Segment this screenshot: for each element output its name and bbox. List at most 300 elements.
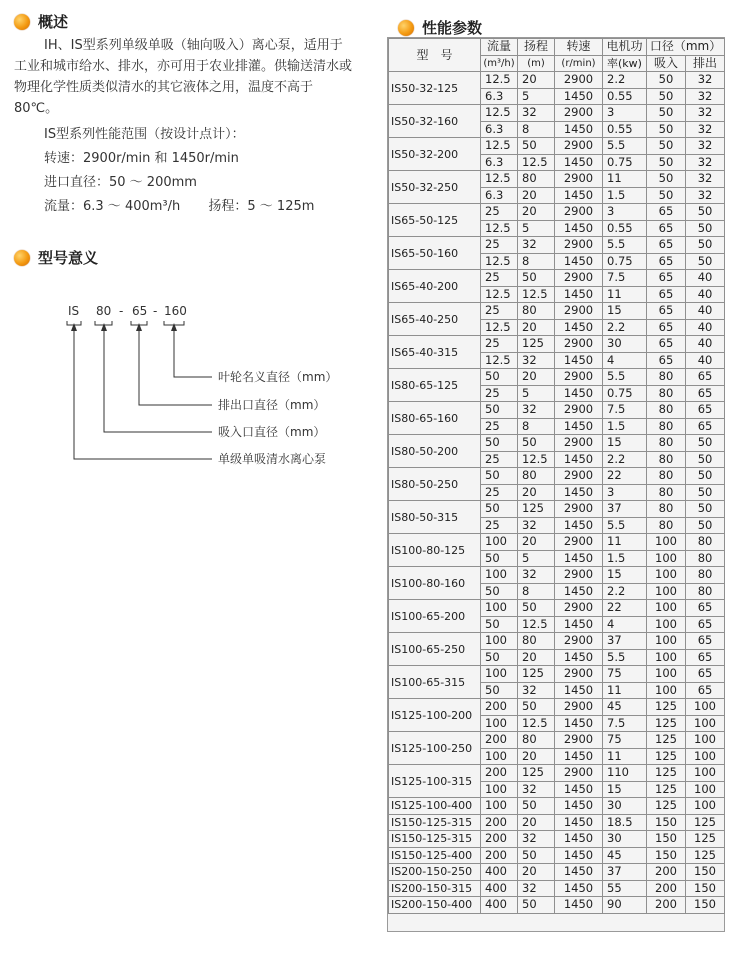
performance-table-body — [389, 72, 725, 914]
cell-head: 80 — [518, 732, 555, 749]
cell-power: 37 — [603, 864, 647, 881]
cell-speed: 1450 — [555, 121, 603, 138]
cell-suction: 80 — [647, 385, 686, 402]
cell-flow: 200 — [481, 831, 518, 848]
cell-power: 90 — [603, 897, 647, 914]
cell-suction: 65 — [647, 204, 686, 221]
cell-speed: 2900 — [555, 633, 603, 650]
table-row — [389, 171, 725, 188]
cell-flow: 400 — [481, 880, 518, 897]
col-header-head: 扬程 — [518, 39, 555, 56]
range-head: 扬程：5 ～ 125m — [208, 199, 315, 214]
cell-flow: 100 — [481, 600, 518, 617]
cell-head: 20 — [518, 319, 555, 336]
cell-discharge: 32 — [686, 138, 725, 155]
cell-power: 5.5 — [603, 237, 647, 254]
table-row — [389, 831, 725, 848]
cell-suction: 100 — [647, 600, 686, 617]
cell-suction: 125 — [647, 748, 686, 765]
cell-flow: 50 — [481, 550, 518, 567]
cell-model: IS150-125-315 — [389, 831, 481, 848]
cell-power: 3 — [603, 484, 647, 501]
arrow-suction — [101, 323, 107, 331]
cell-discharge: 65 — [686, 633, 725, 650]
cell-flow: 50 — [481, 369, 518, 386]
cell-flow: 200 — [481, 847, 518, 864]
arrow-impeller — [171, 323, 177, 331]
cell-discharge: 80 — [686, 567, 725, 584]
cell-head: 20 — [518, 534, 555, 551]
col-header-model: 型 号 — [389, 39, 481, 72]
table-row — [389, 847, 725, 864]
cell-speed: 2900 — [555, 435, 603, 452]
cell-speed: 2900 — [555, 270, 603, 287]
cell-discharge: 65 — [686, 649, 725, 666]
orange-bullet-icon — [14, 250, 30, 266]
cell-suction: 65 — [647, 319, 686, 336]
cell-suction: 150 — [647, 847, 686, 864]
code-part-suction: 80 — [96, 304, 112, 318]
col-header-suction: 吸入 — [647, 55, 686, 72]
cell-head: 32 — [518, 105, 555, 122]
cell-power: 22 — [603, 468, 647, 485]
table-row — [389, 534, 725, 551]
cell-speed: 1450 — [555, 220, 603, 237]
cell-flow: 200 — [481, 732, 518, 749]
cell-speed: 2900 — [555, 468, 603, 485]
cell-speed: 2900 — [555, 237, 603, 254]
table-row — [389, 765, 725, 782]
cell-power: 7.5 — [603, 715, 647, 732]
cell-suction: 100 — [647, 583, 686, 600]
cell-model: IS80-50-200 — [389, 435, 481, 468]
code-dash-1: - — [119, 304, 124, 318]
performance-heading — [398, 17, 482, 38]
table-row — [389, 600, 725, 617]
overview-paragraph: IH、IS型系列单级单吸（轴向吸入）离心泵，适用于工业和城市给水、排水，亦可用于农业排灌。供输送清水或物理化学性质类似清水的其它液体之用，温度不高于80℃。 — [14, 38, 353, 116]
cell-speed: 2900 — [555, 699, 603, 716]
cell-head: 32 — [518, 880, 555, 897]
cell-suction: 125 — [647, 715, 686, 732]
cell-discharge: 100 — [686, 765, 725, 782]
cell-suction: 100 — [647, 649, 686, 666]
cell-suction: 65 — [647, 270, 686, 287]
cell-flow: 50 — [481, 402, 518, 419]
cell-discharge: 150 — [686, 864, 725, 881]
cell-discharge: 32 — [686, 154, 725, 171]
cell-head: 20 — [518, 814, 555, 831]
table-row — [389, 501, 725, 518]
cell-discharge: 40 — [686, 270, 725, 287]
cell-suction: 50 — [647, 154, 686, 171]
cell-suction: 150 — [647, 814, 686, 831]
cell-power: 15 — [603, 781, 647, 798]
cell-suction: 80 — [647, 468, 686, 485]
leader-discharge — [139, 325, 212, 405]
cell-speed: 2900 — [555, 72, 603, 89]
code-part-discharge: 65 — [132, 304, 148, 318]
cell-discharge: 65 — [686, 616, 725, 633]
cell-head: 20 — [518, 204, 555, 221]
cell-speed: 1450 — [555, 451, 603, 468]
cell-flow: 200 — [481, 699, 518, 716]
label-impeller-diameter: 叶轮名义直径（mm） — [218, 370, 338, 384]
col-header-caliber: 口径（mm） — [647, 39, 725, 56]
cell-discharge: 65 — [686, 385, 725, 402]
cell-power: 5.5 — [603, 517, 647, 534]
leader-suction — [104, 325, 212, 432]
table-row — [389, 72, 725, 89]
cell-suction: 80 — [647, 435, 686, 452]
table-row — [389, 270, 725, 287]
cell-discharge: 32 — [686, 72, 725, 89]
cell-suction: 125 — [647, 798, 686, 815]
cell-flow: 12.5 — [481, 138, 518, 155]
cell-suction: 100 — [647, 616, 686, 633]
cell-discharge: 100 — [686, 781, 725, 798]
cell-discharge: 150 — [686, 880, 725, 897]
label-pump-type: 单级单吸清水离心泵 — [218, 452, 327, 466]
cell-suction: 80 — [647, 402, 686, 419]
cell-power: 15 — [603, 303, 647, 320]
cell-power: 2.2 — [603, 451, 647, 468]
cell-speed: 1450 — [555, 847, 603, 864]
orange-bullet-icon — [14, 14, 30, 30]
cell-head: 20 — [518, 484, 555, 501]
label-suction-diameter: 吸入口直径（mm） — [218, 425, 326, 439]
cell-power: 0.75 — [603, 385, 647, 402]
cell-speed: 2900 — [555, 534, 603, 551]
overview-title: 概述 — [38, 13, 69, 31]
cell-flow: 100 — [481, 666, 518, 683]
cell-model: IS100-80-125 — [389, 534, 481, 567]
performance-title: 性能参数 — [422, 19, 483, 37]
cell-head: 20 — [518, 72, 555, 89]
cell-head: 125 — [518, 666, 555, 683]
cell-discharge: 100 — [686, 699, 725, 716]
cell-power: 7.5 — [603, 270, 647, 287]
cell-head: 50 — [518, 699, 555, 716]
cell-suction: 150 — [647, 831, 686, 848]
table-row — [389, 435, 725, 452]
cell-discharge: 50 — [686, 468, 725, 485]
cell-head: 80 — [518, 468, 555, 485]
code-dash-2: - — [153, 304, 158, 318]
cell-head: 12.5 — [518, 715, 555, 732]
cell-flow: 25 — [481, 418, 518, 435]
cell-head: 12.5 — [518, 154, 555, 171]
cell-discharge: 65 — [686, 666, 725, 683]
cell-model: IS150-125-315 — [389, 814, 481, 831]
table-row — [389, 699, 725, 716]
cell-discharge: 125 — [686, 814, 725, 831]
cell-speed: 1450 — [555, 682, 603, 699]
model-meaning-title: 型号意义 — [38, 249, 99, 267]
overview-heading — [14, 11, 68, 32]
cell-suction: 80 — [647, 517, 686, 534]
cell-power: 2.2 — [603, 319, 647, 336]
cell-discharge: 150 — [686, 897, 725, 914]
cell-suction: 125 — [647, 732, 686, 749]
cell-suction: 50 — [647, 105, 686, 122]
cell-suction: 50 — [647, 72, 686, 89]
cell-suction: 125 — [647, 699, 686, 716]
cell-discharge: 65 — [686, 402, 725, 419]
cell-power: 18.5 — [603, 814, 647, 831]
cell-suction: 200 — [647, 897, 686, 914]
cell-discharge: 80 — [686, 583, 725, 600]
table-row — [389, 204, 725, 221]
cell-flow: 12.5 — [481, 171, 518, 188]
cell-flow: 25 — [481, 204, 518, 221]
table-row — [389, 880, 725, 897]
cell-flow: 12.5 — [481, 253, 518, 270]
cell-suction: 80 — [647, 484, 686, 501]
cell-head: 32 — [518, 517, 555, 534]
cell-power: 110 — [603, 765, 647, 782]
cell-discharge: 125 — [686, 831, 725, 848]
cell-head: 125 — [518, 501, 555, 518]
cell-discharge: 50 — [686, 484, 725, 501]
col-unit-speed: (r/min) — [555, 55, 603, 72]
cell-suction: 65 — [647, 237, 686, 254]
table-row — [389, 105, 725, 122]
cell-discharge: 50 — [686, 253, 725, 270]
cell-model: IS125-100-200 — [389, 699, 481, 732]
cell-head: 32 — [518, 567, 555, 584]
cell-power: 11 — [603, 682, 647, 699]
cell-flow: 50 — [481, 649, 518, 666]
cell-model: IS80-65-160 — [389, 402, 481, 435]
cell-power: 11 — [603, 171, 647, 188]
cell-discharge: 50 — [686, 435, 725, 452]
cell-model: IS80-65-125 — [389, 369, 481, 402]
cell-suction: 100 — [647, 666, 686, 683]
cell-suction: 200 — [647, 864, 686, 881]
cell-head: 20 — [518, 864, 555, 881]
table-row — [389, 402, 725, 419]
cell-speed: 2900 — [555, 138, 603, 155]
label-discharge-diameter: 排出口直径（mm） — [218, 398, 326, 412]
cell-flow: 100 — [481, 748, 518, 765]
cell-power: 45 — [603, 847, 647, 864]
cell-head: 80 — [518, 171, 555, 188]
cell-discharge: 80 — [686, 550, 725, 567]
cell-speed: 1450 — [555, 418, 603, 435]
cell-power: 0.55 — [603, 220, 647, 237]
col-header-discharge: 排出 — [686, 55, 725, 72]
cell-discharge: 100 — [686, 798, 725, 815]
cell-speed: 2900 — [555, 732, 603, 749]
cell-speed: 1450 — [555, 814, 603, 831]
cell-head: 50 — [518, 798, 555, 815]
cell-suction: 80 — [647, 451, 686, 468]
cell-discharge: 65 — [686, 600, 725, 617]
cell-speed: 2900 — [555, 171, 603, 188]
cell-discharge: 32 — [686, 171, 725, 188]
cell-model: IS80-50-250 — [389, 468, 481, 501]
cell-flow: 50 — [481, 616, 518, 633]
cell-flow: 100 — [481, 798, 518, 815]
cell-suction: 50 — [647, 88, 686, 105]
cell-flow: 200 — [481, 814, 518, 831]
cell-power: 75 — [603, 666, 647, 683]
table-row — [389, 732, 725, 749]
cell-suction: 100 — [647, 682, 686, 699]
cell-model: IS50-32-160 — [389, 105, 481, 138]
range-title: IS型系列性能范围（按设计点计）： — [44, 127, 245, 142]
header-row-1 — [389, 39, 725, 56]
cell-discharge: 40 — [686, 286, 725, 303]
cell-power: 0.75 — [603, 154, 647, 171]
cell-model: IS125-100-400 — [389, 798, 481, 815]
cell-speed: 1450 — [555, 897, 603, 914]
cell-head: 32 — [518, 831, 555, 848]
cell-suction: 80 — [647, 369, 686, 386]
cell-flow: 12.5 — [481, 286, 518, 303]
cell-speed: 2900 — [555, 567, 603, 584]
cell-speed: 2900 — [555, 204, 603, 221]
cell-speed: 1450 — [555, 880, 603, 897]
table-row — [389, 567, 725, 584]
cell-suction: 80 — [647, 418, 686, 435]
cell-power: 11 — [603, 748, 647, 765]
cell-flow: 400 — [481, 897, 518, 914]
cell-head: 8 — [518, 583, 555, 600]
cell-model: IS200-150-315 — [389, 880, 481, 897]
cell-head: 12.5 — [518, 616, 555, 633]
cell-flow: 25 — [481, 303, 518, 320]
cell-speed: 1450 — [555, 319, 603, 336]
cell-power: 5.5 — [603, 138, 647, 155]
cell-flow: 25 — [481, 336, 518, 353]
cell-head: 32 — [518, 352, 555, 369]
cell-power: 7.5 — [603, 402, 647, 419]
cell-speed: 1450 — [555, 550, 603, 567]
table-row — [389, 633, 725, 650]
cell-model: IS200-150-250 — [389, 864, 481, 881]
performance-table — [388, 38, 725, 914]
cell-power: 1.5 — [603, 550, 647, 567]
table-row — [389, 814, 725, 831]
cell-flow: 25 — [481, 270, 518, 287]
cell-model: IS65-40-250 — [389, 303, 481, 336]
cell-head: 80 — [518, 303, 555, 320]
cell-power: 30 — [603, 798, 647, 815]
code-part-is: IS — [68, 304, 80, 318]
cell-power: 0.55 — [603, 121, 647, 138]
cell-head: 50 — [518, 270, 555, 287]
cell-suction: 50 — [647, 121, 686, 138]
cell-model: IS50-32-250 — [389, 171, 481, 204]
table-row — [389, 237, 725, 254]
cell-discharge: 32 — [686, 88, 725, 105]
cell-head: 20 — [518, 187, 555, 204]
cell-discharge: 40 — [686, 319, 725, 336]
orange-bullet-icon — [398, 20, 414, 36]
leader-is — [74, 325, 212, 459]
cell-model: IS125-100-315 — [389, 765, 481, 798]
cell-flow: 6.3 — [481, 121, 518, 138]
cell-head: 50 — [518, 897, 555, 914]
cell-head: 125 — [518, 336, 555, 353]
cell-suction: 100 — [647, 534, 686, 551]
cell-model: IS50-32-125 — [389, 72, 481, 105]
cell-flow: 25 — [481, 385, 518, 402]
cell-discharge: 50 — [686, 517, 725, 534]
cell-power: 3 — [603, 105, 647, 122]
cell-suction: 50 — [647, 171, 686, 188]
arrow-is — [71, 323, 77, 331]
cell-discharge: 100 — [686, 732, 725, 749]
range-flow-head — [14, 196, 354, 217]
cell-model: IS50-32-200 — [389, 138, 481, 171]
leader-impeller — [174, 325, 212, 377]
cell-discharge: 50 — [686, 204, 725, 221]
cell-flow: 12.5 — [481, 72, 518, 89]
cell-head: 5 — [518, 88, 555, 105]
cell-flow: 200 — [481, 765, 518, 782]
cell-head: 32 — [518, 781, 555, 798]
cell-model: IS65-50-160 — [389, 237, 481, 270]
table-row — [389, 336, 725, 353]
cell-power: 37 — [603, 501, 647, 518]
cell-power: 5.5 — [603, 369, 647, 386]
cell-head: 20 — [518, 369, 555, 386]
cell-speed: 2900 — [555, 369, 603, 386]
cell-head: 20 — [518, 649, 555, 666]
cell-speed: 2900 — [555, 105, 603, 122]
arrow-discharge — [136, 323, 142, 331]
table-row — [389, 798, 725, 815]
cell-model: IS200-150-400 — [389, 897, 481, 914]
range-inlet: 进口直径：50 ～ 200mm — [44, 175, 197, 190]
cell-model: IS80-50-315 — [389, 501, 481, 534]
cell-speed: 1450 — [555, 781, 603, 798]
cell-suction: 100 — [647, 567, 686, 584]
cell-speed: 2900 — [555, 501, 603, 518]
col-unit-head: (m) — [518, 55, 555, 72]
cell-head: 8 — [518, 121, 555, 138]
cell-head: 32 — [518, 682, 555, 699]
cell-speed: 2900 — [555, 402, 603, 419]
table-row — [389, 864, 725, 881]
cell-flow: 100 — [481, 567, 518, 584]
cell-discharge: 32 — [686, 187, 725, 204]
cell-speed: 2900 — [555, 600, 603, 617]
cell-head: 125 — [518, 765, 555, 782]
cell-flow: 6.3 — [481, 88, 518, 105]
cell-power: 55 — [603, 880, 647, 897]
cell-discharge: 50 — [686, 237, 725, 254]
cell-head: 32 — [518, 237, 555, 254]
cell-speed: 1450 — [555, 715, 603, 732]
cell-suction: 65 — [647, 303, 686, 320]
cell-discharge: 125 — [686, 847, 725, 864]
cell-discharge: 40 — [686, 352, 725, 369]
performance-table-container — [387, 37, 725, 932]
cell-power: 30 — [603, 831, 647, 848]
col-unit-flow: (m³/h) — [481, 55, 518, 72]
cell-head: 50 — [518, 600, 555, 617]
cell-discharge: 100 — [686, 715, 725, 732]
cell-speed: 1450 — [555, 286, 603, 303]
cell-speed: 1450 — [555, 583, 603, 600]
cell-power: 2.2 — [603, 583, 647, 600]
cell-discharge: 80 — [686, 534, 725, 551]
cell-model: IS100-80-160 — [389, 567, 481, 600]
cell-model: IS125-100-250 — [389, 732, 481, 765]
